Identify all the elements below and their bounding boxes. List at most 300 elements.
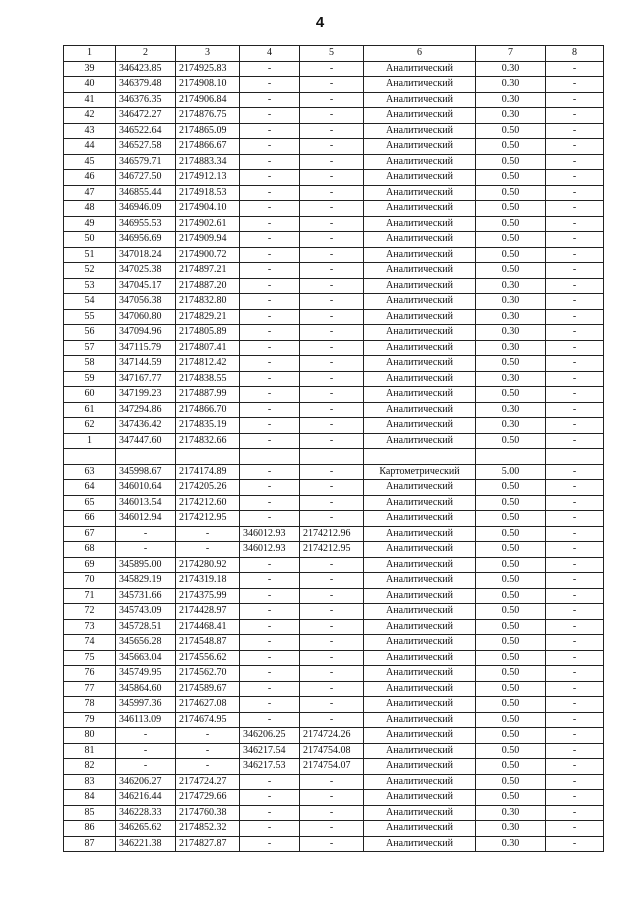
table-cell: - — [300, 790, 364, 806]
table-row — [64, 77, 604, 93]
table-cell: 0.30 — [476, 309, 546, 325]
table-cell: - — [240, 418, 300, 434]
table-cell: 347060.80 — [116, 309, 176, 325]
table-cell: - — [300, 340, 364, 356]
table-row — [64, 201, 604, 217]
table-cell: Аналитический — [364, 170, 476, 186]
table-cell: 2174468.41 — [176, 619, 240, 635]
table-row — [64, 294, 604, 310]
table-cell: 347025.38 — [116, 263, 176, 279]
table-cell: - — [240, 511, 300, 527]
table-cell: 82 — [64, 759, 116, 775]
table-cell: Аналитический — [364, 774, 476, 790]
table-cell: - — [300, 557, 364, 573]
table-cell: 0.50 — [476, 619, 546, 635]
table-cell: 54 — [64, 294, 116, 310]
table-row — [64, 635, 604, 651]
table-cell: 2174852.32 — [176, 821, 240, 837]
table-cell: 0.50 — [476, 681, 546, 697]
table-cell: Аналитический — [364, 61, 476, 77]
table-cell: 48 — [64, 201, 116, 217]
table-cell: 0.50 — [476, 495, 546, 511]
table-cell: - — [300, 185, 364, 201]
table-cell: 0.50 — [476, 185, 546, 201]
table-cell: 346217.54 — [240, 743, 300, 759]
column-header: 1 — [64, 46, 116, 62]
table-cell: 346376.35 — [116, 92, 176, 108]
table-cell: - — [546, 495, 604, 511]
table-cell: Аналитический — [364, 526, 476, 542]
table-cell: - — [240, 697, 300, 713]
table-cell: 55 — [64, 309, 116, 325]
table-cell: 347115.79 — [116, 340, 176, 356]
table-cell: 346217.53 — [240, 759, 300, 775]
table-cell: 346379.48 — [116, 77, 176, 93]
table-cell: - — [300, 480, 364, 496]
table-cell: Аналитический — [364, 743, 476, 759]
table-row — [64, 232, 604, 248]
table-cell: - — [240, 340, 300, 356]
table-cell: 66 — [64, 511, 116, 527]
table-row — [64, 712, 604, 728]
table-row — [64, 123, 604, 139]
table-cell: - — [300, 278, 364, 294]
table-cell: 60 — [64, 387, 116, 403]
table-cell: - — [300, 821, 364, 837]
table-cell: Аналитический — [364, 371, 476, 387]
table-cell: - — [546, 480, 604, 496]
table-cell — [364, 449, 476, 465]
table-cell: 0.50 — [476, 154, 546, 170]
table-cell: 85 — [64, 805, 116, 821]
table-cell: - — [300, 325, 364, 341]
table-cell: 346527.58 — [116, 139, 176, 155]
table-cell: - — [240, 247, 300, 263]
table-row — [64, 309, 604, 325]
table-cell: - — [300, 635, 364, 651]
table-cell — [116, 449, 176, 465]
table-cell: 2174887.20 — [176, 278, 240, 294]
table-cell: - — [240, 495, 300, 511]
table-cell: - — [240, 154, 300, 170]
table-cell: - — [300, 154, 364, 170]
table-cell: - — [546, 402, 604, 418]
table-cell: - — [116, 542, 176, 558]
table-cell: 346956.69 — [116, 232, 176, 248]
table-cell: 2174918.53 — [176, 185, 240, 201]
table-cell: 2174835.19 — [176, 418, 240, 434]
table-cell: - — [546, 666, 604, 682]
table-cell: Аналитический — [364, 511, 476, 527]
table-cell: - — [240, 108, 300, 124]
table-row — [64, 557, 604, 573]
table-cell: 0.50 — [476, 728, 546, 744]
table-cell: 346855.44 — [116, 185, 176, 201]
table-row — [64, 836, 604, 852]
table-cell: Аналитический — [364, 480, 476, 496]
table-cell: 0.50 — [476, 573, 546, 589]
table-cell: 2174674.95 — [176, 712, 240, 728]
table-cell: 2174925.83 — [176, 61, 240, 77]
table-row — [64, 108, 604, 124]
table-cell: 0.50 — [476, 480, 546, 496]
table-cell: - — [240, 821, 300, 837]
table-cell: Аналитический — [364, 201, 476, 217]
table-cell: - — [546, 542, 604, 558]
table-cell: - — [546, 123, 604, 139]
table-cell: - — [300, 61, 364, 77]
table-row — [64, 619, 604, 635]
table-cell: 346522.64 — [116, 123, 176, 139]
table-cell: Аналитический — [364, 216, 476, 232]
table-cell: 346727.50 — [116, 170, 176, 186]
table-cell: - — [546, 154, 604, 170]
table-cell: 0.30 — [476, 836, 546, 852]
table-cell: 0.50 — [476, 139, 546, 155]
table-cell: Аналитический — [364, 836, 476, 852]
table-cell: 52 — [64, 263, 116, 279]
table-cell: 46 — [64, 170, 116, 186]
table-cell: - — [240, 402, 300, 418]
table-cell: - — [300, 170, 364, 186]
table-cell: 347045.17 — [116, 278, 176, 294]
table-cell: - — [546, 759, 604, 775]
table-cell: - — [300, 418, 364, 434]
table-cell: 2174908.10 — [176, 77, 240, 93]
table-cell: 45 — [64, 154, 116, 170]
table-cell: - — [240, 666, 300, 682]
table-row — [64, 743, 604, 759]
table-cell: 347056.38 — [116, 294, 176, 310]
table-cell: - — [546, 464, 604, 480]
table-row — [64, 402, 604, 418]
table-cell: 0.30 — [476, 371, 546, 387]
table-cell: 63 — [64, 464, 116, 480]
table-cell: 2174812.42 — [176, 356, 240, 372]
table-cell: 0.50 — [476, 635, 546, 651]
table-cell: 80 — [64, 728, 116, 744]
table-row — [64, 387, 604, 403]
table-cell: - — [546, 681, 604, 697]
table-cell: Аналитический — [364, 697, 476, 713]
table-cell: - — [300, 247, 364, 263]
table-cell: 0.50 — [476, 356, 546, 372]
table-cell: - — [546, 712, 604, 728]
table-cell: - — [240, 604, 300, 620]
table-cell: - — [300, 588, 364, 604]
table-cell: Аналитический — [364, 278, 476, 294]
table-cell: 43 — [64, 123, 116, 139]
table-cell: 346472.27 — [116, 108, 176, 124]
table-cell: - — [240, 201, 300, 217]
table-cell — [176, 449, 240, 465]
table-cell: - — [300, 356, 364, 372]
table-cell: 2174900.72 — [176, 247, 240, 263]
table-cell: - — [240, 433, 300, 449]
table-cell: - — [300, 294, 364, 310]
table-cell: - — [546, 247, 604, 263]
table-cell: 53 — [64, 278, 116, 294]
table-cell: 0.50 — [476, 170, 546, 186]
table-cell: - — [116, 728, 176, 744]
table-cell: - — [240, 557, 300, 573]
table-row — [64, 774, 604, 790]
table-row — [64, 216, 604, 232]
table-cell: - — [116, 526, 176, 542]
table-cell: 78 — [64, 697, 116, 713]
table-cell: Аналитический — [364, 759, 476, 775]
table-cell: 68 — [64, 542, 116, 558]
table-cell: - — [300, 650, 364, 666]
table-cell: - — [546, 573, 604, 589]
table-cell: - — [300, 123, 364, 139]
table-cell: 346012.93 — [240, 542, 300, 558]
table-cell: - — [300, 92, 364, 108]
table-cell: Аналитический — [364, 340, 476, 356]
table-cell: Аналитический — [364, 495, 476, 511]
table-cell: 42 — [64, 108, 116, 124]
table-cell: - — [240, 170, 300, 186]
table-cell: Аналитический — [364, 790, 476, 806]
table-cell: - — [240, 263, 300, 279]
table-cell: - — [240, 573, 300, 589]
table-cell: - — [300, 387, 364, 403]
table-cell: 345731.66 — [116, 588, 176, 604]
table-row — [64, 697, 604, 713]
table-cell: 347199.23 — [116, 387, 176, 403]
table-cell: - — [240, 635, 300, 651]
table-cell: 2174205.26 — [176, 480, 240, 496]
table-cell: - — [300, 836, 364, 852]
coordinates-table — [63, 45, 604, 852]
table-cell: 67 — [64, 526, 116, 542]
table-cell: - — [300, 201, 364, 217]
table-row — [64, 433, 604, 449]
table-cell: - — [300, 573, 364, 589]
table-cell: 347094.96 — [116, 325, 176, 341]
table-cell: - — [300, 232, 364, 248]
table-cell: 79 — [64, 712, 116, 728]
table-row — [64, 604, 604, 620]
table-cell: 0.50 — [476, 588, 546, 604]
table-cell: - — [240, 356, 300, 372]
table-row — [64, 371, 604, 387]
table-row — [64, 805, 604, 821]
table-cell: 0.50 — [476, 650, 546, 666]
table-cell: - — [116, 743, 176, 759]
table-cell: - — [176, 759, 240, 775]
table-cell: 347018.24 — [116, 247, 176, 263]
table-cell: - — [240, 387, 300, 403]
table-cell: - — [240, 681, 300, 697]
table-cell — [546, 449, 604, 465]
table-row — [64, 418, 604, 434]
table-cell: - — [546, 604, 604, 620]
table-cell: 2174724.27 — [176, 774, 240, 790]
table-cell: - — [300, 139, 364, 155]
table-cell: 2174883.34 — [176, 154, 240, 170]
table-cell: 81 — [64, 743, 116, 759]
table-cell: Аналитический — [364, 573, 476, 589]
table-cell: Аналитический — [364, 666, 476, 682]
table-cell: - — [546, 371, 604, 387]
table-cell: - — [546, 387, 604, 403]
table-cell: 2174724.26 — [300, 728, 364, 744]
table-cell: - — [546, 61, 604, 77]
table-cell: 39 — [64, 61, 116, 77]
table-cell: 346012.94 — [116, 511, 176, 527]
table-cell: 346579.71 — [116, 154, 176, 170]
table-cell: - — [546, 185, 604, 201]
table-cell: - — [546, 340, 604, 356]
table-cell: 57 — [64, 340, 116, 356]
table-cell: 0.50 — [476, 542, 546, 558]
table-cell: Аналитический — [364, 542, 476, 558]
table-cell: 56 — [64, 325, 116, 341]
table-cell: Аналитический — [364, 588, 476, 604]
column-header: 7 — [476, 46, 546, 62]
table-cell: 2174904.10 — [176, 201, 240, 217]
table-cell: 2174827.87 — [176, 836, 240, 852]
table-cell: - — [546, 728, 604, 744]
table-cell: - — [546, 619, 604, 635]
table-cell: 2174754.08 — [300, 743, 364, 759]
table-cell: - — [176, 743, 240, 759]
table-cell: - — [240, 464, 300, 480]
table-cell: Аналитический — [364, 232, 476, 248]
table-cell: 345829.19 — [116, 573, 176, 589]
table-cell: 51 — [64, 247, 116, 263]
table-cell: 345749.95 — [116, 666, 176, 682]
column-header: 6 — [364, 46, 476, 62]
column-header: 5 — [300, 46, 364, 62]
table-cell: 345656.28 — [116, 635, 176, 651]
table-cell: 347294.86 — [116, 402, 176, 418]
table-cell: 0.50 — [476, 247, 546, 263]
table-cell: 2174729.66 — [176, 790, 240, 806]
table-cell: - — [546, 697, 604, 713]
table-row — [64, 728, 604, 744]
table-cell: - — [300, 263, 364, 279]
table-cell: - — [546, 92, 604, 108]
table-row — [64, 61, 604, 77]
table-cell — [300, 449, 364, 465]
table-row — [64, 526, 604, 542]
table-cell: 347167.77 — [116, 371, 176, 387]
table-cell: - — [300, 511, 364, 527]
table-row — [64, 511, 604, 527]
table-row — [64, 573, 604, 589]
table-cell: 2174760.38 — [176, 805, 240, 821]
table-cell: 0.50 — [476, 433, 546, 449]
table-cell: - — [240, 61, 300, 77]
table-cell: - — [300, 464, 364, 480]
table-cell: 2174212.96 — [300, 526, 364, 542]
table-cell: Аналитический — [364, 309, 476, 325]
table-cell: 2174866.70 — [176, 402, 240, 418]
table-cell: 0.50 — [476, 604, 546, 620]
table-cell: - — [546, 232, 604, 248]
table-cell: 86 — [64, 821, 116, 837]
table-cell: - — [546, 309, 604, 325]
table-cell: 0.50 — [476, 387, 546, 403]
table-cell: 347447.60 — [116, 433, 176, 449]
table-cell: 347436.42 — [116, 418, 176, 434]
table-cell: 2174838.55 — [176, 371, 240, 387]
table-cell: 50 — [64, 232, 116, 248]
table-cell: - — [240, 650, 300, 666]
table-cell: Аналитический — [364, 108, 476, 124]
table-row — [64, 666, 604, 682]
table-cell: 0.30 — [476, 108, 546, 124]
table-cell: 83 — [64, 774, 116, 790]
table-cell: 0.50 — [476, 712, 546, 728]
table-cell: 0.50 — [476, 774, 546, 790]
table-cell: 41 — [64, 92, 116, 108]
table-cell: - — [240, 232, 300, 248]
table-cell: 2174627.08 — [176, 697, 240, 713]
table-row — [64, 278, 604, 294]
table-row — [64, 821, 604, 837]
table-cell: 62 — [64, 418, 116, 434]
table-cell: - — [546, 201, 604, 217]
table-cell: Аналитический — [364, 650, 476, 666]
table-cell: 0.50 — [476, 666, 546, 682]
table-cell: 346216.44 — [116, 790, 176, 806]
table-cell: 346955.53 — [116, 216, 176, 232]
table-cell: 0.30 — [476, 325, 546, 341]
table-cell: 0.50 — [476, 216, 546, 232]
table-cell: - — [546, 511, 604, 527]
page-number: 4 — [315, 14, 325, 31]
table-cell: - — [300, 309, 364, 325]
table-cell: 75 — [64, 650, 116, 666]
table-cell: 71 — [64, 588, 116, 604]
table-cell: - — [300, 77, 364, 93]
table-cell: - — [176, 728, 240, 744]
table-cell: Аналитический — [364, 325, 476, 341]
table-cell: 2174866.67 — [176, 139, 240, 155]
table-cell: Аналитический — [364, 635, 476, 651]
table-cell: 76 — [64, 666, 116, 682]
table-cell: - — [546, 108, 604, 124]
table-row — [64, 170, 604, 186]
table-cell: 0.30 — [476, 821, 546, 837]
table-cell: Аналитический — [364, 92, 476, 108]
table-cell: - — [546, 836, 604, 852]
table-cell: 345663.04 — [116, 650, 176, 666]
table-cell: - — [546, 743, 604, 759]
header-row — [64, 46, 604, 62]
table-cell: 2174754.07 — [300, 759, 364, 775]
table-cell: 2174428.97 — [176, 604, 240, 620]
table-cell — [240, 449, 300, 465]
table-cell: Аналитический — [364, 805, 476, 821]
table-cell: - — [300, 666, 364, 682]
table-cell: 2174902.61 — [176, 216, 240, 232]
table-cell: - — [240, 619, 300, 635]
table-cell: 2174876.75 — [176, 108, 240, 124]
table-cell: Аналитический — [364, 123, 476, 139]
table-cell: 0.30 — [476, 278, 546, 294]
table-cell: Аналитический — [364, 247, 476, 263]
table-cell: - — [546, 77, 604, 93]
table-cell: - — [546, 557, 604, 573]
table-cell: 346423.85 — [116, 61, 176, 77]
table-row — [64, 263, 604, 279]
table-cell: 0.50 — [476, 201, 546, 217]
table-row — [64, 325, 604, 341]
